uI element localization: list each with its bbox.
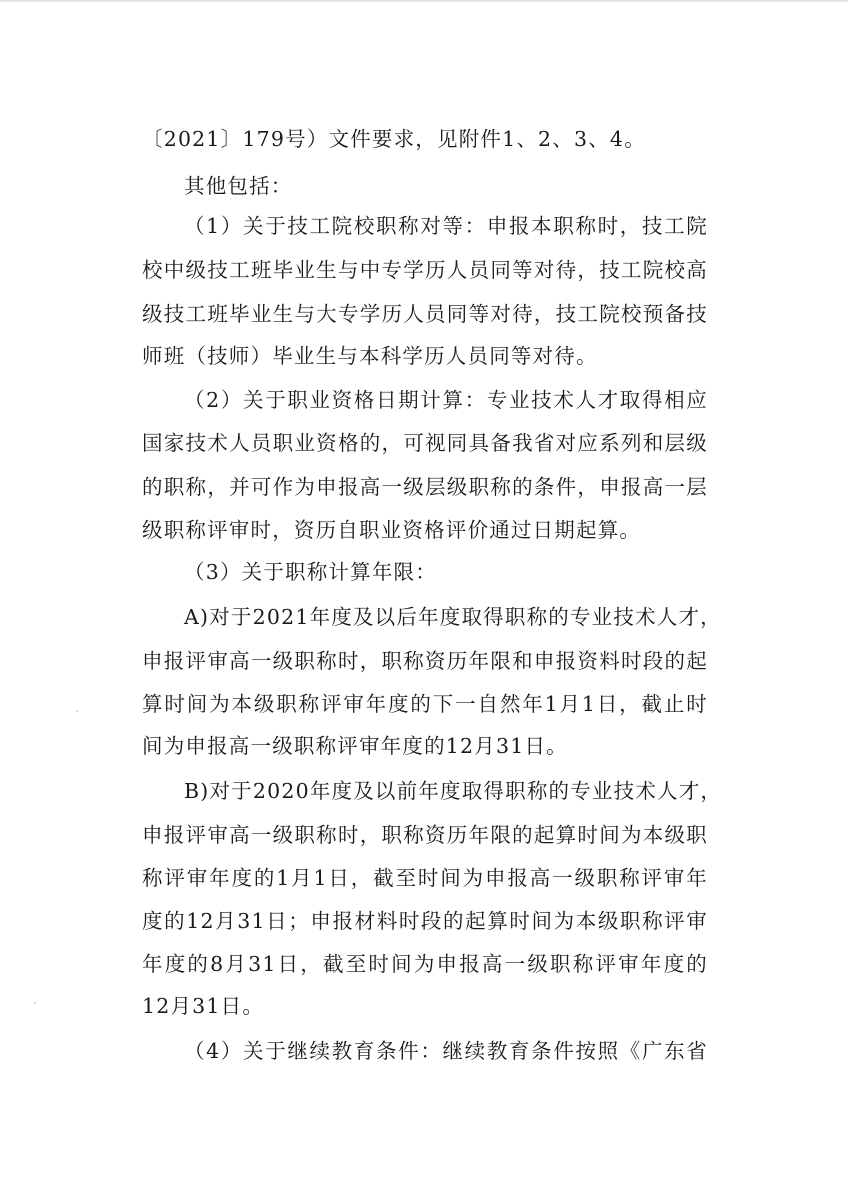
text-line-14: 算时间为本级职称评审年度的下一自然年1月1日，截止时	[142, 692, 708, 716]
text-line-8: 国家技术人员职业资格的，可视同具备我省对应系列和层级	[142, 431, 708, 455]
text-line-1: 〔2021〕179号）文件要求，见附件1、2、3、4。	[142, 127, 646, 151]
text-line-6: 师班（技师）毕业生与本科学历人员同等对待。	[142, 344, 598, 368]
text-line-13: 申报评审高一级职称时，职称资历年限和申报资料时段的起	[142, 649, 708, 673]
text-line-17: 申报评审高一级职称时，职称资历年限的起算时间为本级职	[142, 823, 708, 847]
text-line-16: B)对于2020年度及以前年度取得职称的专业技术人才，	[184, 779, 723, 803]
text-line-12: A)对于2021年度及以后年度取得职称的专业技术人才，	[184, 605, 722, 629]
text-line-18: 称评审年度的1月1日，截至时间为申报高一级职称评审年	[142, 866, 708, 890]
text-line-20: 年度的8月31日，截至时间为申报高一级职称评审年度的	[142, 952, 708, 976]
text-line-19: 度的12月31日；申报材料时段的起算时间为本级职称评审	[142, 909, 708, 933]
text-line-21: 12月31日。	[142, 994, 265, 1018]
scan-speck	[76, 710, 78, 712]
text-line-11: （3）关于职称计算年限：	[184, 560, 437, 584]
text-line-3: （1）关于技工院校职称对等：申报本职称时，技工院	[184, 214, 708, 238]
text-line-7: （2）关于职业资格日期计算：专业技术人才取得相应	[184, 388, 708, 412]
text-line-5: 级技工班毕业生与大专学历人员同等对待，技工院校预备技	[142, 302, 708, 326]
scan-speck	[34, 1002, 36, 1004]
text-line-22: （4）关于继续教育条件：继续教育条件按照《广东省	[184, 1039, 708, 1063]
text-line-4: 校中级技工班毕业生与中专学历人员同等对待，技工院校高	[142, 258, 708, 282]
text-line-2: 其他包括：	[184, 174, 293, 198]
text-line-9: 的职称，并可作为申报高一级层级职称的条件，申报高一层	[142, 475, 708, 499]
text-line-10: 级职称评审时，资历自职业资格评价通过日期起算。	[142, 518, 642, 542]
scan-edge	[0, 0, 848, 3]
text-line-15: 间为申报高一级职称评审年度的12月31日。	[142, 734, 568, 758]
